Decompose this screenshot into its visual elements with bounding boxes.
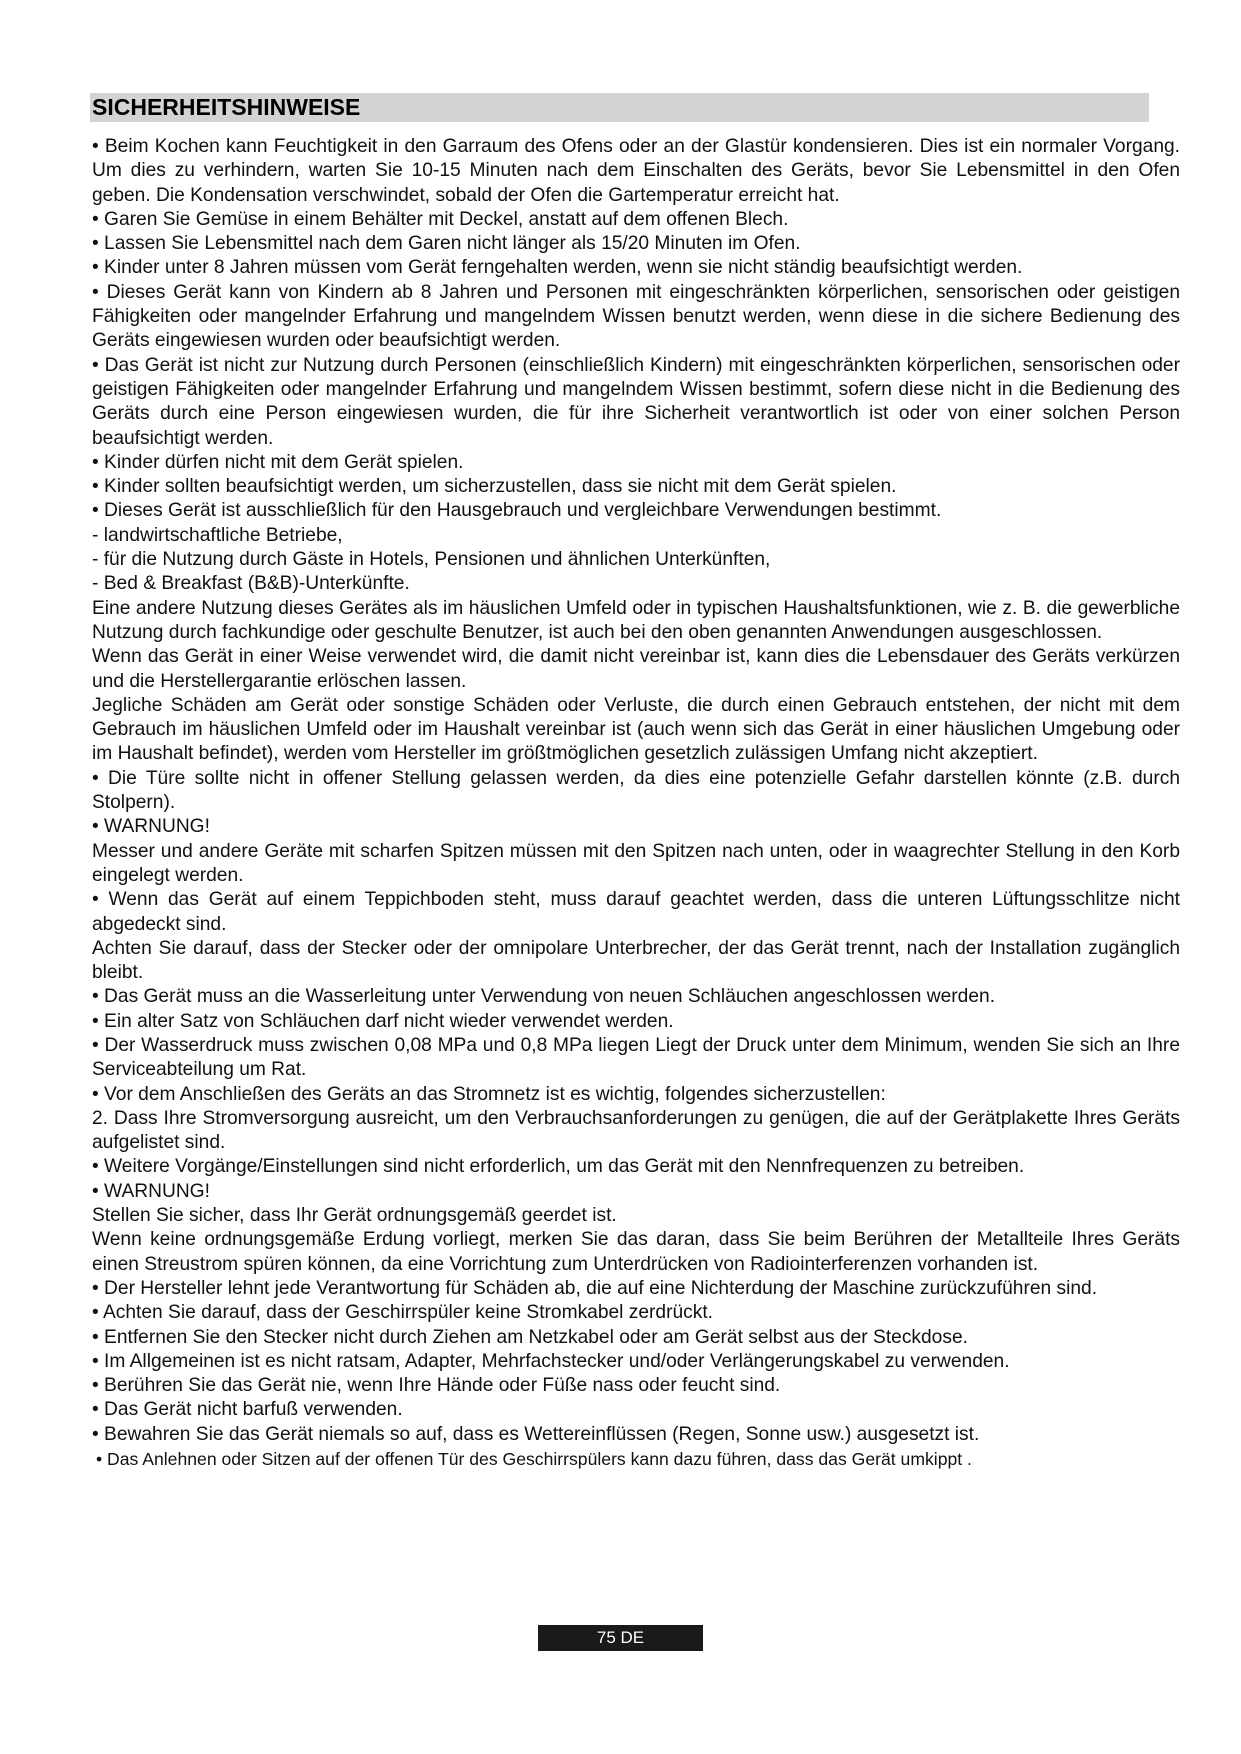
paragraph: • Berühren Sie das Gerät nie, wenn Ihre Hände oder Füße nass oder feucht sind. <box>92 1375 781 1397</box>
paragraph: • Kinder sollten beaufsichtigt werden, um sicherzustellen, dass sie nicht mit dem Gerät spielen. <box>92 476 897 498</box>
paragraph: • Die Türe sollte nicht in offener Stellung gelassen werden, da dies eine potenzielle Gefahr darstellen könnte (z.B. durch Stolpern). <box>92 767 1180 814</box>
paragraph: - Bed & Breakfast (B&B)-Unterkünfte. <box>92 573 410 595</box>
paragraph: • Der Hersteller lehnt jede Verantwortung für Schäden ab, die auf eine Nichterdung der Maschine zurückzuführen sind. <box>92 1277 1098 1299</box>
paragraph: • WARNUNG! <box>92 816 210 838</box>
paragraph: • Ein alter Satz von Schläuchen darf nicht wieder verwendet werden. <box>92 1010 674 1032</box>
paragraph: • Das Gerät muss an die Wasserleitung unter Verwendung von neuen Schläuchen angeschlossen werden. <box>92 986 996 1008</box>
page-number: 75 DE <box>538 1625 703 1651</box>
paragraph: • Kinder unter 8 Jahren müssen vom Gerät ferngehalten werden, wenn sie nicht ständig beaufsichtigt werden. <box>92 257 1023 279</box>
paragraph: • Im Allgemeinen ist es nicht ratsam, Adapter, Mehrfachstecker und/oder Verlängerungskabel zu verwenden. <box>92 1350 1010 1372</box>
paragraph: Wenn das Gerät in einer Weise verwendet wird, die damit nicht vereinbar ist, kann dies die Lebensdauer des Geräts verkürzen und die Herstellergarantie erlöschen lassen. <box>92 646 1180 692</box>
paragraph: Eine andere Nutzung dieses Gerätes als im häuslichen Umfeld oder in typischen Haushaltsfunktionen, wie z. B. die gewerbliche Nutzung durch fachkundige oder geschulte Benutzer, ist auch bei den oben genannten Anwendungen ausgeschlossen. <box>92 597 1180 643</box>
safety-instructions-body <box>92 135 1180 1471</box>
paragraph: • Beim Kochen kann Feuchtigkeit in den Garraum des Ofens oder an der Glastür kondensieren. Dies ist ein normaler Vorgang. Um dies zu verhindern, warten Sie 10-15 Minuten nach dem Einschalten des Geräts, bevor Sie Lebensmittel in den Ofen geben. Die Kondensation verschwindet, sobald der Ofen die Gartemperatur erreicht hat. <box>92 136 1180 206</box>
section-heading: SICHERHEITSHINWEISE <box>90 93 1149 122</box>
paragraph: • Achten Sie darauf, dass der Geschirrspüler keine Stromkabel zerdrückt. <box>92 1302 714 1324</box>
paragraph: • Das Gerät nicht barfuß verwenden. <box>92 1399 403 1421</box>
paragraph: • Dieses Gerät kann von Kindern ab 8 Jahren und Personen mit eingeschränkten körperlichen, sensorischen oder geistigen Fähigkeiten oder mangelnder Erfahrung und mangelndem Wissen benutzt werden, wenn diese in die sichere Bedienung des Geräts eingewiesen wurden oder beaufsichtigt werden. <box>92 281 1180 352</box>
paragraph: • Weitere Vorgänge/Einstellungen sind nicht erforderlich, um das Gerät mit den Nennfrequenzen zu betreiben. <box>92 1156 1025 1178</box>
paragraph: - für die Nutzung durch Gäste in Hotels, Pensionen und ähnlichen Unterkünften, <box>92 549 771 571</box>
paragraph: 2. Dass Ihre Stromversorgung ausreicht, um den Verbrauchsanforderungen zu genügen, die auf der Gerätplakette Ihres Geräts aufgelistet sind. <box>92 1107 1180 1154</box>
paragraph: • WARNUNG! <box>92 1180 210 1202</box>
paragraph: • Bewahren Sie das Gerät niemals so auf, dass es Wettereinflüssen (Regen, Sonne usw.) ausgesetzt ist. <box>92 1423 980 1445</box>
paragraph: • Kinder dürfen nicht mit dem Gerät spielen. <box>92 451 464 473</box>
paragraph: • Dieses Gerät ist ausschließlich für den Hausgebrauch und vergleichbare Verwendungen bestimmt. <box>92 500 942 522</box>
paragraph: • Wenn das Gerät auf einem Teppichboden steht, muss darauf geachtet werden, dass die unteren Lüftungsschlitze nicht abgedeckt sind. <box>92 889 1180 935</box>
paragraph: Jegliche Schäden am Gerät oder sonstige Schäden oder Verluste, die durch einen Gebrauch entstehen, der nicht mit dem Gebrauch im häuslichen Umfeld oder im Haushalt vereinbar ist (auch wenn sich das Gerät in einer häuslichen Umgebung oder im Haushalt befindet), werden vom Hersteller im größtmöglichen gesetzlich zulässigen Umfang nicht akzeptiert. <box>92 694 1180 765</box>
paragraph: • Garen Sie Gemüse in einem Behälter mit Deckel, anstatt auf dem offenen Blech. <box>92 208 789 230</box>
paragraph: • Entfernen Sie den Stecker nicht durch Ziehen am Netzkabel oder am Gerät selbst aus der Steckdose. <box>92 1326 968 1348</box>
paragraph: - landwirtschaftliche Betriebe, <box>92 524 343 546</box>
paragraph: Wenn keine ordnungsgemäße Erdung vorliegt, merken Sie das daran, dass Sie beim Berühren der Metallteile Ihres Geräts einen Streustrom spüren können, da eine Vorrichtung zum Unterdrücken von Radiointerferenzen vorhanden ist. <box>92 1229 1180 1275</box>
paragraph: Stellen Sie sicher, dass Ihr Gerät ordnungsgemäß geerdet ist. <box>92 1205 617 1227</box>
paragraph: • Vor dem Anschließen des Geräts an das Stromnetz ist es wichtig, folgendes sicherzustellen: <box>92 1083 886 1105</box>
paragraph: • Lassen Sie Lebensmittel nach dem Garen nicht länger als 15/20 Minuten im Ofen. <box>92 233 801 255</box>
paragraph: • Das Gerät ist nicht zur Nutzung durch Personen (einschließlich Kindern) mit eingeschränkten körperlichen, sensorischen oder geistigen Fähigkeiten oder mangelnder Erfahrung und mangelndem Wissen bestimmt, sofern diese nicht in die Bedienung des Geräts durch eine Person eingewiesen wurden, die für ihre Sicherheit verantwortlich ist oder von einer solchen Person beaufsichtigt werden. <box>92 354 1180 449</box>
paragraph: Achten Sie darauf, dass der Stecker oder der omnipolare Unterbrecher, der das Gerät trennt, nach der Installation zugänglich bleibt. <box>92 937 1180 984</box>
paragraph: • Das Anlehnen oder Sitzen auf der offenen Tür des Geschirrspülers kann dazu führen, dass das Gerät umkippt . <box>96 1449 972 1470</box>
paragraph: • Der Wasserdruck muss zwischen 0,08 MPa und 0,8 MPa liegen Liegt der Druck unter dem Minimum, wenden Sie sich an Ihre Serviceabteilung um Rat. <box>92 1034 1180 1081</box>
paragraph: Messer und andere Geräte mit scharfen Spitzen müssen mit den Spitzen nach unten, oder in waagrechter Stellung in den Korb eingelegt werden. <box>92 840 1180 886</box>
